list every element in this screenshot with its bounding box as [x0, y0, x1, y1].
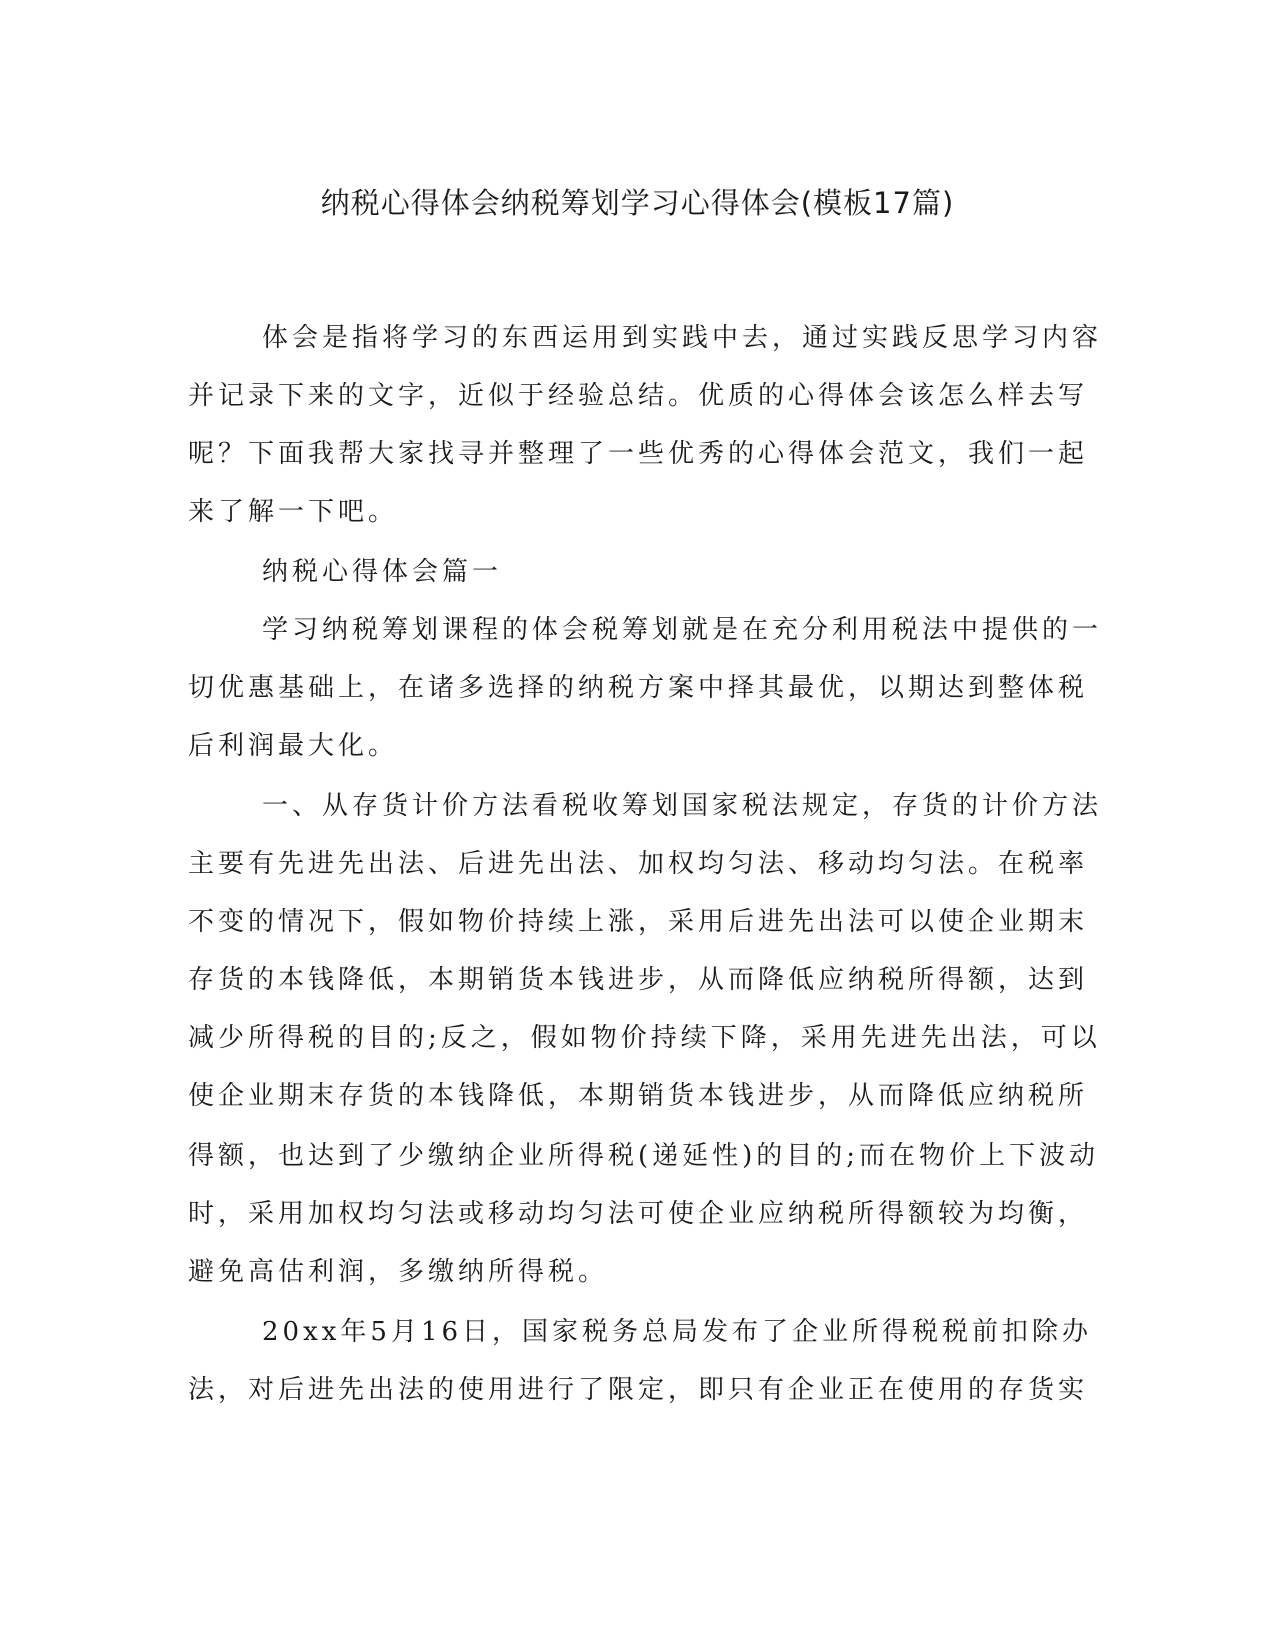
document-title: 纳税心得体会纳税筹划学习心得体会(模板17篇) — [320, 186, 955, 220]
body-line: 学习纳税筹划课程的体会税筹划就是在充分利用税法中提供的一 — [262, 615, 1103, 645]
body-line: 来了解一下吧。 — [188, 497, 399, 527]
body-line: 避免高估利润，多缴纳所得税。 — [188, 1257, 609, 1287]
body-line: 时，采用加权均匀法或移动均匀法可使企业应纳税所得额较为均衡， — [188, 1199, 1089, 1229]
body-line: 存货的本钱降低，本期销货本钱进步，从而降低应纳税所得额，达到 — [188, 965, 1089, 995]
body-line: 后利润最大化。 — [188, 731, 399, 761]
section-heading: 纳税心得体会篇一 — [262, 557, 503, 587]
body-line: 切优惠基础上，在诸多选择的纳税方案中择其最优，以期达到整体税 — [188, 673, 1089, 703]
body-line: 得额，也达到了少缴纳企业所得税(递延性)的目的;而在物价上下波动 — [188, 1141, 1100, 1171]
body-line: 法，对后进先出法的使用进行了限定，即只有企业正在使用的存货实 — [188, 1375, 1089, 1405]
body-line: 体会是指将学习的东西运用到实践中去，通过实践反思学习内容 — [262, 323, 1103, 353]
body-line: 减少所得税的目的;反之，假如物价持续下降，采用先进先出法，可以 — [188, 1023, 1101, 1053]
body-line: 使企业期末存货的本钱降低，本期销货本钱进步，从而降低应纳税所 — [188, 1081, 1089, 1111]
body-line: 不变的情况下，假如物价持续上涨，采用后进先出法可以使企业期末 — [188, 907, 1089, 937]
body-line: 并记录下来的文字，近似于经验总结。优质的心得体会该怎么样去写 — [188, 381, 1089, 411]
body-line: 主要有先进先出法、后进先出法、加权均匀法、移动均匀法。在税率 — [188, 849, 1089, 879]
body-line: 20xx年5月16日，国家税务总局发布了企业所得税税前扣除办 — [262, 1317, 1093, 1347]
body-line: 呢？下面我帮大家找寻并整理了一些优秀的心得体会范文，我们一起 — [188, 439, 1089, 469]
body-line: 一、从存货计价方法看税收筹划国家税法规定，存货的计价方法 — [262, 791, 1103, 821]
